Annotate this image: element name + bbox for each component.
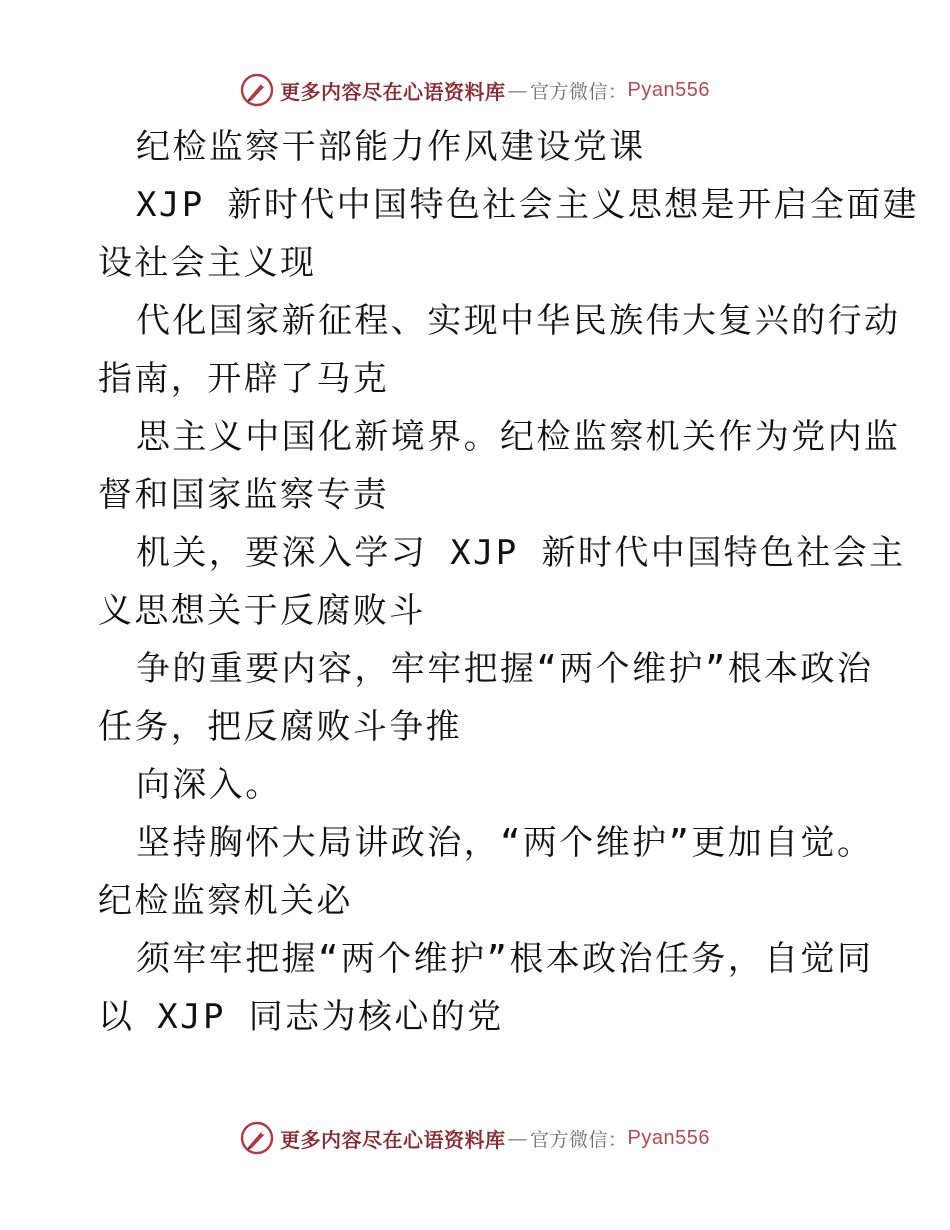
paragraph-line: 义思想关于反腐败斗 — [98, 591, 426, 631]
paragraph-line: 纪检监察机关必 — [98, 881, 353, 921]
footer-dash: — — [507, 1126, 528, 1150]
footer-wechat-id: Pyan556 — [627, 1126, 710, 1149]
header-banner — [0, 70, 950, 110]
paragraph-line: 思主义中国化新境界。纪检监察机关作为党内监 — [136, 417, 901, 457]
paragraph-line: 坚持胸怀大局讲政治，“两个维护”更加自觉。 — [136, 823, 874, 863]
paragraph-line: 设社会主义现 — [98, 243, 317, 283]
header-promo-text: 更多内容尽在心语资料库 — [280, 79, 506, 104]
footer-promo-text: 更多内容尽在心语资料库 — [280, 1127, 506, 1152]
header-wechat-id: Pyan556 — [627, 78, 710, 101]
paragraph-line: 指南，开辟了马克 — [98, 359, 390, 399]
paragraph-line: 任务，把反腐败斗争推 — [98, 707, 462, 747]
paragraph-line: 向深入。 — [136, 765, 282, 805]
header-dash: — — [507, 78, 528, 102]
pen-nib-logo-icon — [240, 73, 274, 107]
paragraph-line: 机关，要深入学习 XJP 新时代中国特色社会主 — [136, 533, 906, 573]
paragraph-line: 代化国家新征程、实现中华民族伟大复兴的行动 — [136, 301, 901, 341]
document-title: 纪检监察干部能力作风建设党课 — [136, 127, 646, 167]
footer-wechat-label: 官方微信： — [530, 1128, 628, 1151]
header-wechat-label: 官方微信： — [530, 80, 628, 103]
paragraph-line: 以 XJP 同志为核心的党 — [98, 997, 504, 1037]
paragraph-line: 须牢牢把握“两个维护”根本政治任务，自觉同 — [136, 939, 874, 979]
paragraph-line: 争的重要内容，牢牢把握“两个维护”根本政治 — [136, 649, 874, 689]
paragraph-line: 督和国家监察专责 — [98, 475, 390, 515]
paragraph-line: XJP 新时代中国特色社会主义思想是开启全面建 — [136, 185, 920, 225]
pen-nib-logo-icon — [240, 1121, 274, 1155]
footer-banner — [0, 1118, 950, 1158]
document-body — [98, 118, 920, 1046]
